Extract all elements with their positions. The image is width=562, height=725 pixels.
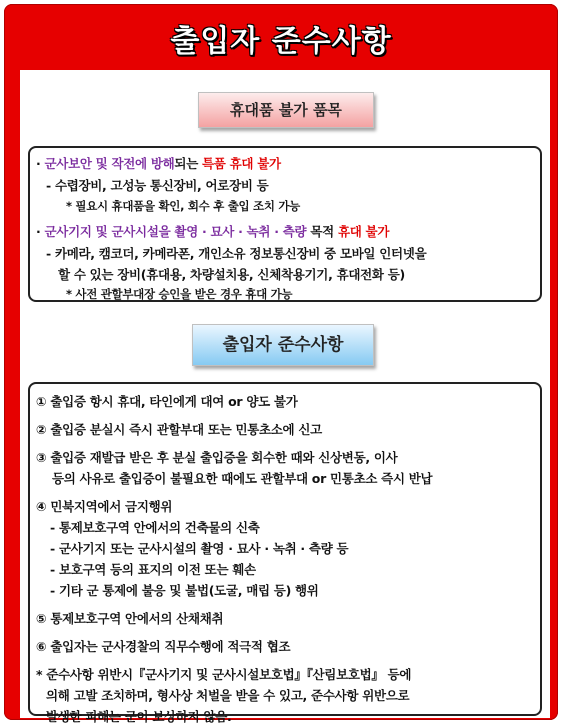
section-header-rules: 출입자 준수사항 xyxy=(192,324,374,366)
penalty-note-line-2: 의해 고발 조치하며, 형사상 처벌을 받을 수 있고, 준수사항 위반으로 xyxy=(46,688,410,703)
bullet-filming-note: * 사전 관할부대장 승인을 받은 경우 휴대 가능 xyxy=(66,287,293,301)
notice-frame xyxy=(4,4,558,724)
rule-1: ① 출입증 항시 휴대, 타인에게 대여 or 양도 불가 xyxy=(36,394,298,409)
section-header-prohibited-items: 휴대품 불가 품목 xyxy=(198,92,374,128)
penalty-note-line-1: * 준수사항 위반시『군사기지 및 군사시설보호법』『산림보호법』 등에 xyxy=(36,667,412,682)
bullet-security: · 군사보안 및 작전에 방해되는 특품 휴대 불가 xyxy=(36,156,281,171)
rule-2: ② 출입증 분실시 즉시 관할부대 또는 민통초소에 신고 xyxy=(36,422,322,437)
rule-3-continued: 등의 사유로 출입증이 불필요한 때에도 관할부대 or 민통초소 즉시 반납 xyxy=(52,471,433,486)
bullet-security-note: * 필요시 휴대품을 확인, 회수 후 출입 조치 가능 xyxy=(66,199,300,213)
rules-box xyxy=(28,382,542,724)
bullet-security-highlight: 군사보안 및 작전에 방해 xyxy=(44,156,175,171)
rule-4-item-a: - 통제보호구역 안에서의 건축물의 신축 xyxy=(50,520,260,535)
bullet-filming-sub1: - 카메라, 캠코더, 카메라폰, 개인소유 정보통신장비 중 모바일 인터넷을 xyxy=(46,246,427,261)
bullet-filming: · 군사기지 및 군사시설을 촬영 · 묘사 · 녹취 · 측량 목적 휴대 불가 xyxy=(36,224,390,239)
rule-3: ③ 출입증 재발급 받은 후 분실 출입증을 회수한 때와 신상변동, 이사 xyxy=(36,450,398,465)
rule-5: ⑤ 통제보호구역 안에서의 산채채취 xyxy=(36,611,224,626)
rule-4-item-c: - 보호구역 등의 표지의 이전 또는 훼손 xyxy=(50,562,256,577)
rule-4: ④ 민북지역에서 금지행위 xyxy=(36,499,173,514)
bullet-filming-sub2: 할 수 있는 장비(휴대용, 차량설치용, 신체착용기기, 휴대전화 등) xyxy=(58,267,405,282)
bullet-security-warning: 특품 휴대 불가 xyxy=(202,156,281,171)
prohibited-items-box xyxy=(28,146,542,302)
penalty-note-line-3: 발생한 피해는 군이 보상하지 않음. xyxy=(46,709,232,724)
bullet-filming-highlight: 군사기지 및 군사시설을 촬영 · 묘사 · 녹취 · 측량 xyxy=(44,224,307,239)
rule-6: ⑥ 출입자는 군사경찰의 직무수행에 적극적 협조 xyxy=(36,639,291,654)
bullet-filming-warning: 휴대 불가 xyxy=(337,224,390,239)
bullet-security-sub1: - 수렵장비, 고성능 통신장비, 어로장비 등 xyxy=(46,178,269,193)
content-panel xyxy=(20,70,550,724)
rule-4-item-b: - 군사기지 또는 군사시설의 촬영 · 묘사 · 녹취 · 측량 등 xyxy=(50,541,349,556)
rule-4-item-d: - 기타 군 통제에 불응 및 불법(도굴, 매립 등) 행위 xyxy=(50,583,319,598)
page-title: 출입자 준수사항 xyxy=(170,24,392,59)
